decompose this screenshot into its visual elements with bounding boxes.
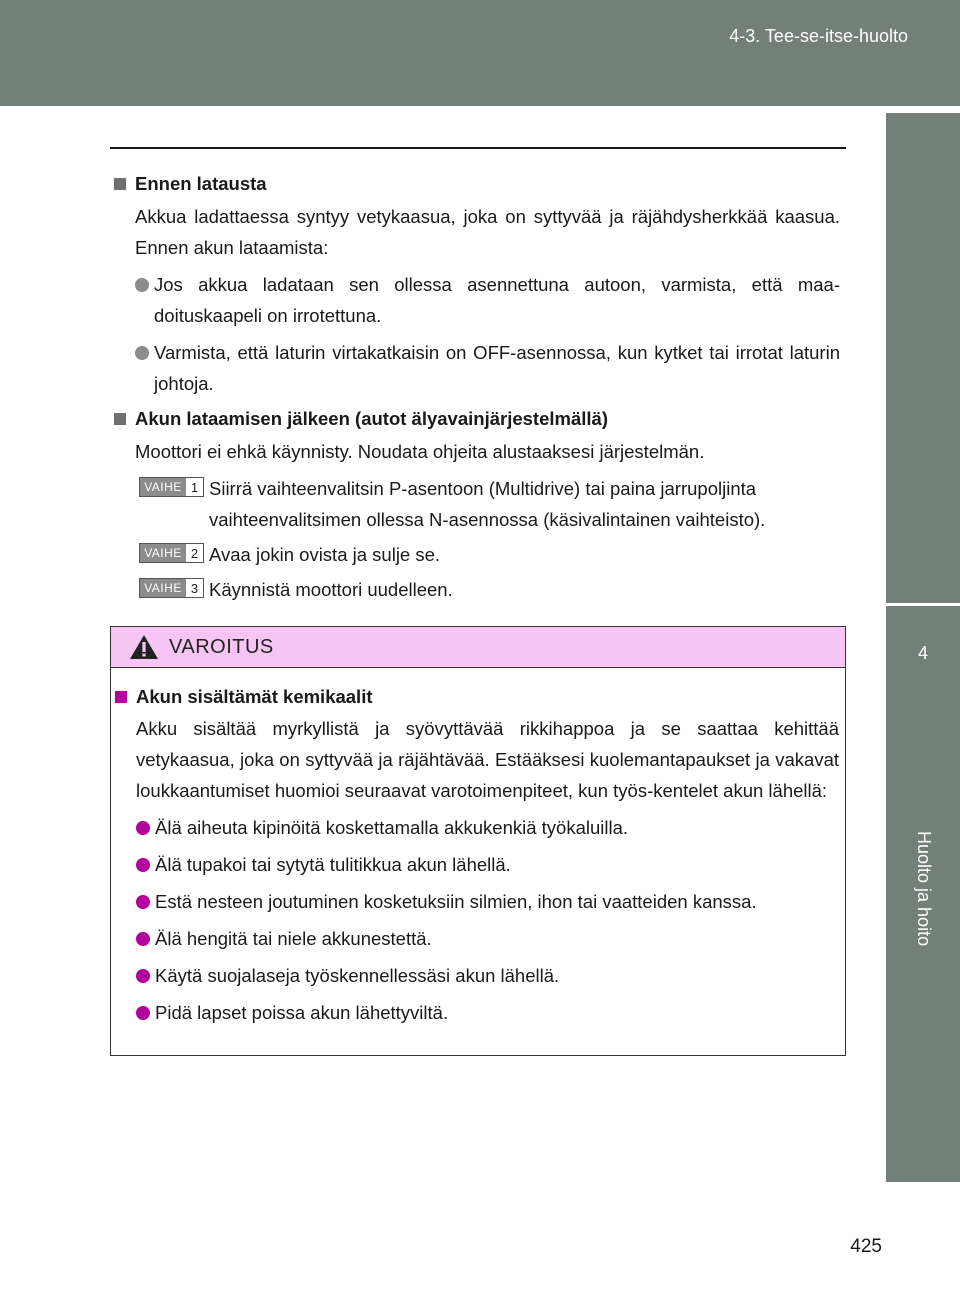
- main-content: [114, 170, 840, 609]
- warning-paragraph: Akku sisältää myrkyllistä ja syövyttävää rikkihappoa ja se saattaa kehittää vetykaasua, joka on syttyvää ja räjähtävää. Estääksesi kuolemantapaukset ja vakavat loukkaantumiset huomioi seuraavat varotoimenpiteet, kun työs-kentelet akun lähellä:: [136, 718, 839, 801]
- warning-title: VAROITUS: [169, 635, 274, 658]
- top-rule: [110, 147, 846, 149]
- section-heading: Ennen latausta: [114, 170, 840, 198]
- step-badge: VAIHE 3: [139, 578, 204, 598]
- step-item: VAIHE 2 Avaa jokin ovista ja sulje se.: [114, 539, 840, 570]
- side-tab-upper: [886, 113, 960, 603]
- warning-box: [110, 626, 846, 1056]
- step-badge: VAIHE 2: [139, 543, 204, 563]
- paragraph: Akkua ladattaessa syntyy vetykaasua, joka on syttyvää ja räjähdysherkkää kaasua. Ennen akun lataamista:: [135, 206, 840, 258]
- step-badge: VAIHE 1: [139, 477, 204, 497]
- step-item: VAIHE 1 Siirrä vaihteenvalitsin P-asentoon (Multidrive) tai paina jarrupoljinta vaihteenvalitsimen ollessa N-asennossa (käsivalintainen vaihteisto).: [114, 473, 840, 535]
- page-number: 425: [850, 1236, 882, 1257]
- list-item: Jos akkua ladataan sen ollessa asennettuna autoon, varmista, että maa-doituskaapeli on irrotettuna.: [114, 269, 840, 331]
- chapter-side-tab: [886, 113, 960, 1182]
- circle-bullet-icon: [135, 346, 149, 360]
- step-item: VAIHE 3 Käynnistä moottori uudelleen.: [114, 574, 840, 605]
- paragraph: Moottori ei ehkä käynnisty. Noudata ohjeita alustaaksesi järjestelmän.: [135, 441, 705, 462]
- warning-triangle-icon: [129, 634, 159, 660]
- circle-bullet-icon: [136, 1006, 150, 1020]
- warning-list-item: Älä aiheuta kipinöitä koskettamalla akkukenkiä työkaluilla.: [115, 812, 839, 843]
- warning-list-item: Käytä suojalaseja työskennellessäsi akun lähellä.: [115, 960, 839, 991]
- square-bullet-icon: [114, 178, 126, 190]
- warning-list-item: Pidä lapset poissa akun lähettyviltä.: [115, 997, 839, 1028]
- section-title: 4-3. Tee-se-itse-huolto: [729, 26, 908, 46]
- warning-body: [115, 683, 839, 1034]
- square-bullet-icon: [114, 413, 126, 425]
- warning-list-item: Älä tupakoi tai sytytä tulitikkua akun lähellä.: [115, 849, 839, 880]
- chapter-number: 4: [917, 643, 928, 663]
- circle-bullet-icon: [136, 895, 150, 909]
- circle-bullet-icon: [136, 821, 150, 835]
- section-heading: Akun lataamisen jälkeen (autot älyavainjärjestelmällä): [114, 405, 840, 433]
- warning-list-item: Älä hengitä tai niele akkunestettä.: [115, 923, 839, 954]
- circle-bullet-icon: [136, 932, 150, 946]
- circle-bullet-icon: [135, 278, 149, 292]
- list-item: Varmista, että laturin virtakatkaisin on OFF-asennossa, kun kytket tai irrotat laturin johtoja.: [114, 337, 840, 399]
- circle-bullet-icon: [136, 858, 150, 872]
- circle-bullet-icon: [136, 969, 150, 983]
- side-tab-divider: [886, 603, 960, 606]
- warning-heading: Akun sisältämät kemikaalit: [115, 683, 839, 711]
- warning-header: [111, 627, 845, 668]
- square-bullet-icon: [115, 691, 127, 703]
- warning-list-item: Estä nesteen joutuminen kosketuksiin silmien, ihon tai vaatteiden kanssa.: [115, 886, 839, 917]
- page-header: [0, 0, 960, 106]
- chapter-title: Huolto ja hoito: [914, 831, 934, 947]
